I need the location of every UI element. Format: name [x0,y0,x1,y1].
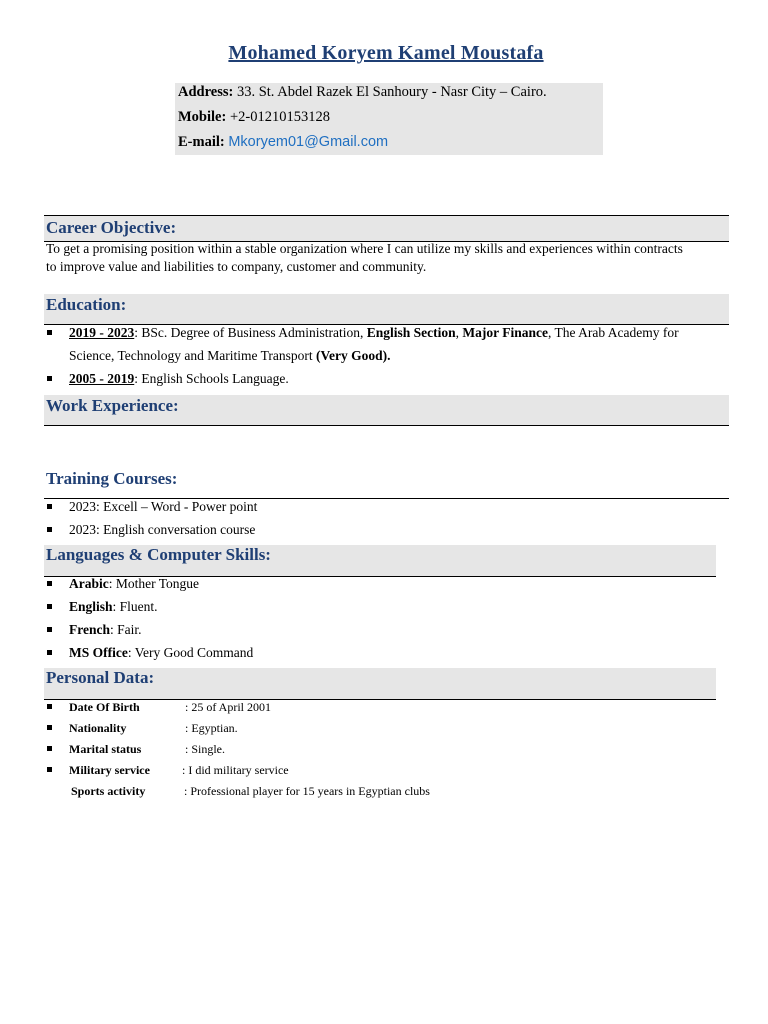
career-objective-line-2: to improve value and liabilities to company, customer and community. [46,259,427,274]
education-item-1-line-2: Science, Technology and Maritime Transport (Very Good). [69,348,391,363]
dob-value: : 25 of April 2001 [185,700,271,714]
address-value: 33. St. Abdel Razek El Sanhoury - Nasr City – Cairo. [236,84,547,100]
career-objective-heading [44,215,729,242]
education-title: Education: [46,295,127,314]
languages-heading [44,545,716,577]
personal-data-heading [44,668,716,700]
training-item-2: 2023: English conversation course [69,522,256,537]
bullet-icon [47,725,52,730]
mobile-line [178,109,330,126]
contact-box [175,83,603,155]
education-years-2: 2005 - 2019 [69,371,135,386]
bullet-icon [47,650,52,655]
email-line [178,134,388,151]
language-item-ms-office: MS Office: Very Good Command [69,645,254,660]
education-item-2: 2005 - 2019: English Schools Language. [69,371,289,386]
nationality-value: : Egyptian. [185,721,238,735]
work-experience-heading [44,395,729,426]
email-label: E-mail: [178,134,225,150]
education-heading [44,294,729,325]
sports-activity-label: Sports activity [71,784,146,798]
sports-activity-value: : Professional player for 15 years in Egyptian clubs [184,784,430,798]
bullet-icon [47,376,52,381]
military-service-value: : I did military service [182,763,289,777]
bullet-icon [47,746,52,751]
address-label: Address: [178,84,234,100]
career-objective-title: Career Objective: [46,218,177,237]
bullet-icon [47,604,52,609]
language-item-arabic: Arabic: Mother Tongue [69,576,200,591]
military-service-label: Military service [69,763,150,777]
education-years-1: 2019 - 2023 [69,325,135,340]
language-item-french: French: Fair. [69,622,142,637]
marital-status-label: Marital status [69,742,142,756]
training-item-1: 2023: Excell – Word - Power point [69,499,258,514]
bullet-icon [47,527,52,532]
education-item-1: 2019 - 2023: BSc. Degree of Business Administration, English Section, Major Finance, The Arab Academy for [69,325,679,340]
personal-data-title: Personal Data: [46,668,155,687]
language-item-english: English: Fluent. [69,599,158,614]
marital-status-value: : Single. [185,742,226,756]
bullet-icon [47,330,52,335]
email-link[interactable]: Mkoryem01@Gmail.com [228,134,389,150]
resume-name: Mohamed Koryem Kamel Moustafa [228,42,544,64]
bullet-icon [47,504,52,509]
dob-label: Date Of Birth [69,700,140,714]
nationality-label: Nationality [69,721,127,735]
bullet-icon [47,627,52,632]
bullet-icon [47,704,52,709]
work-experience-title: Work Experience: [46,396,179,415]
mobile-value: +2-01210153128 [229,109,330,125]
languages-title: Languages & Computer Skills: [46,545,271,564]
training-title: Training Courses: [46,469,178,488]
training-heading [44,467,729,499]
career-objective-line-1: To get a promising position within a stable organization where I can utilize my skills and experiences within contracts [46,241,683,256]
bullet-icon [47,581,52,586]
address-line [178,84,547,101]
mobile-label: Mobile: [178,109,227,125]
bullet-icon [47,767,52,772]
